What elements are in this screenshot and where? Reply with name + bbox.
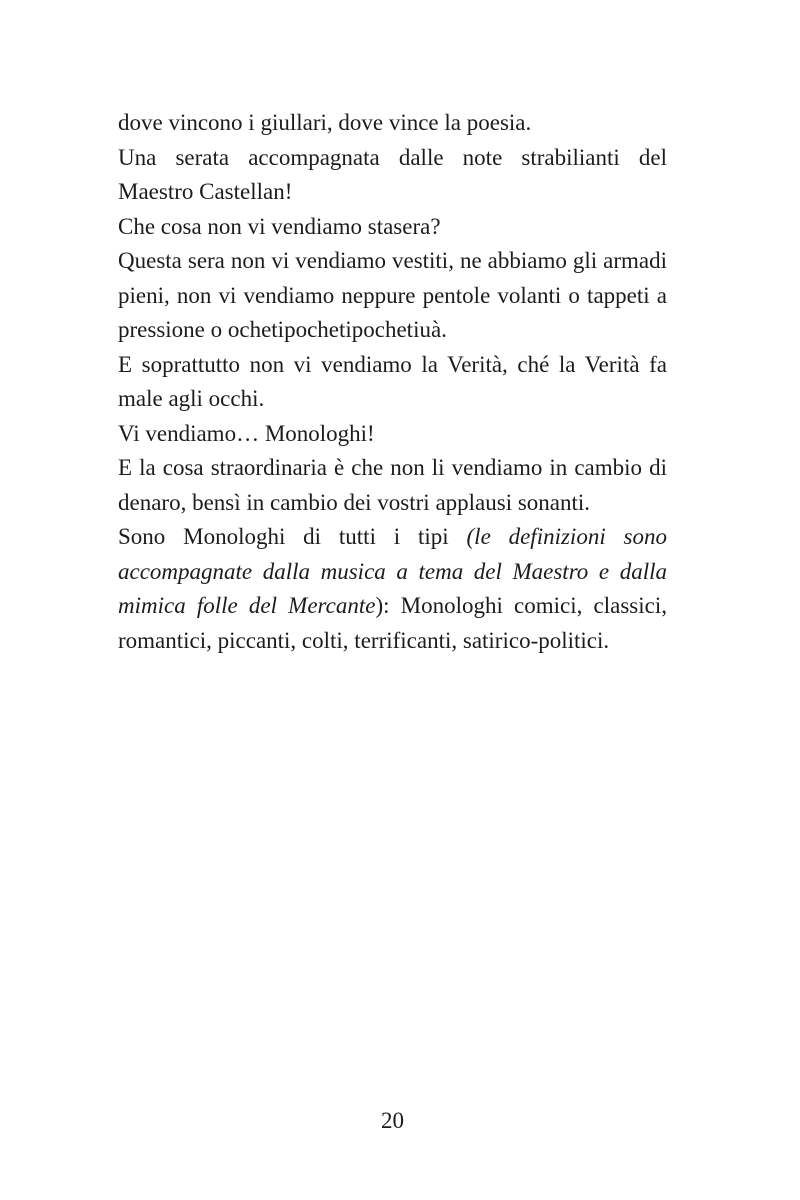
paragraph: Questa sera non vi vendiamo vestiti, ne abbiamo gli armadi pieni, non vi vendiamo neppure pentole volanti o tappeti a pressione o ochetipochetipochetiuà. bbox=[118, 248, 667, 342]
paragraph: Una serata accompagnata dalle note strabilianti del Maestro Castellan! bbox=[118, 144, 667, 204]
paragraph: E la cosa straordinaria è che non li vendiamo in cambio di denaro, bensì in cambio dei vostri applausi sonanti. bbox=[118, 455, 667, 515]
page-number: 20 bbox=[381, 1108, 404, 1133]
paragraph-continuation: dove vincono i giullari, dove vince la poesia. bbox=[118, 110, 532, 135]
roman-text-segment: Sono Monologhi di tutti i tipi bbox=[118, 524, 467, 549]
paragraph: Vi vendiamo… Monologhi! bbox=[118, 420, 375, 446]
roman-text-segment: ): Monologhi comici, classici, romantici, piccanti, colti, terrificanti, satirico-politici. bbox=[118, 593, 667, 653]
paragraph-with-italic bbox=[118, 520, 667, 658]
body-text bbox=[118, 106, 667, 658]
paragraph: E soprattutto non vi vendiamo la Verità, ché la Verità fa male agli occhi. bbox=[118, 351, 667, 411]
italic-stage-direction: (le definizioni sono accompagnate dalla musica a tema del Maestro e dalla mimica folle del Mercante bbox=[118, 524, 667, 618]
paragraph: Che cosa non vi vendiamo stasera? bbox=[118, 213, 441, 239]
